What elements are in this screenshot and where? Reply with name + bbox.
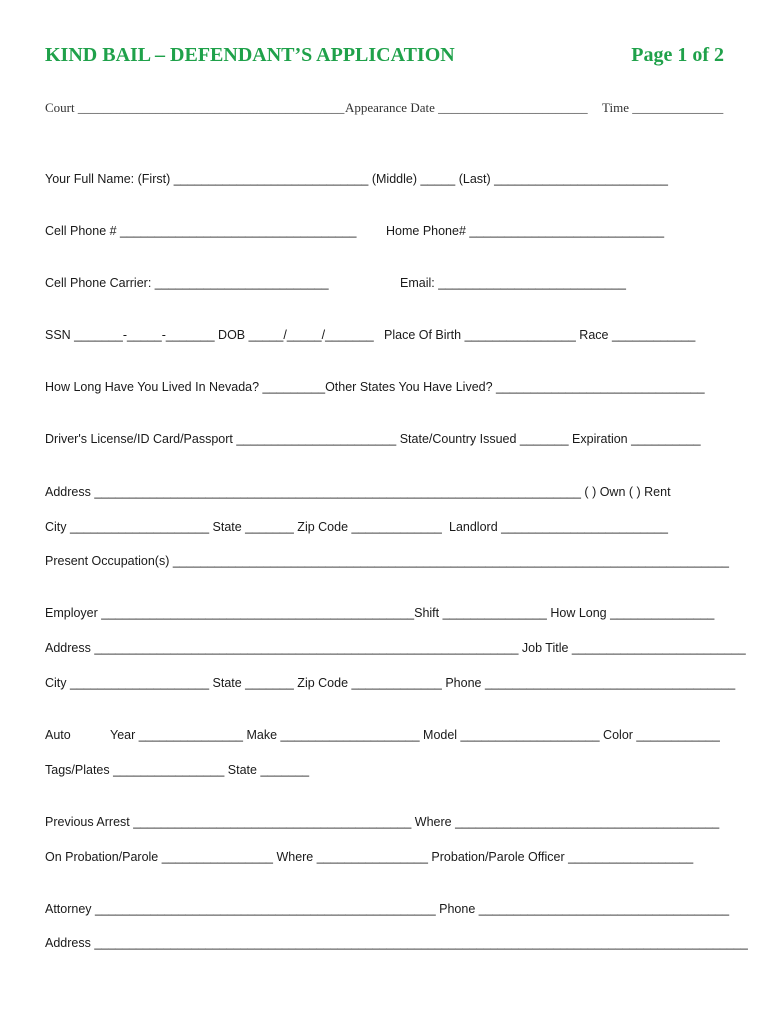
attorney-address-field[interactable]: Address ______________________________________________________________________________________________ — [45, 936, 748, 950]
previous-arrest-field[interactable]: Previous Arrest ________________________________________ Where ______________________________________ — [45, 815, 720, 829]
ssn-dob-field[interactable]: SSN _______-_____-_______ DOB _____/_____/_______ — [45, 328, 374, 342]
landlord-field[interactable]: Landlord ________________________ — [449, 520, 668, 534]
occupation-field[interactable]: Present Occupation(s) ________________________________________________________________________________ — [45, 554, 729, 568]
form-header — [45, 44, 724, 74]
court-field[interactable]: Court _________________________________________ — [45, 100, 345, 115]
city-row — [45, 519, 725, 535]
vehicle-details-field[interactable]: Year _______________ Make ____________________ Model ____________________ Color ____________ — [110, 728, 720, 742]
ssn-row — [45, 327, 725, 343]
tags-plates-field[interactable]: Tags/Plates ________________ State _______ — [45, 763, 310, 777]
attorney-field[interactable]: Attorney _________________________________________________ Phone ____________________________________ — [45, 902, 730, 916]
appearance-date-field[interactable]: Appearance Date _______________________ — [345, 100, 588, 115]
form-title: KIND BAIL – DEFENDANT’S APPLICATION — [45, 44, 455, 66]
page-number: Page 1 of 2 — [631, 44, 724, 66]
cell-carrier-field[interactable]: Cell Phone Carrier: _________________________ — [45, 276, 329, 290]
home-phone-field[interactable]: Home Phone# ____________________________ — [386, 224, 665, 238]
residence-field[interactable]: How Long Have You Lived In Nevada? _________Other States You Have Lived? ______________________________ — [45, 380, 705, 394]
probation-field[interactable]: On Probation/Parole ________________ Where ________________ Probation/Parole Officer __________________ — [45, 850, 694, 864]
employer-city-field[interactable]: City ____________________ State _______ Zip Code _____________ Phone ____________________________________ — [45, 676, 736, 690]
full-name-field[interactable]: Your Full Name: (First) ____________________________ (Middle) _____ (Last) _________________________ — [45, 172, 668, 186]
auto-label: Auto — [45, 728, 71, 742]
time-field[interactable]: Time ______________ — [602, 100, 724, 115]
license-field[interactable]: Driver's License/ID Card/Passport _______________________ State/Country Issued _______ Expiration __________ — [45, 432, 701, 446]
carrier-row — [45, 275, 725, 291]
employer-field[interactable]: Employer _____________________________________________Shift _______________ How Long _______________ — [45, 606, 715, 620]
address-field[interactable]: Address ______________________________________________________________________ ( ) Own ( ) Rent — [45, 485, 671, 499]
email-field[interactable]: Email: ___________________________ — [400, 276, 626, 290]
cell-phone-field[interactable]: Cell Phone # __________________________________ — [45, 224, 357, 238]
employer-address-field[interactable]: Address _____________________________________________________________ Job Title _________________________ — [45, 641, 746, 655]
phone-row — [45, 223, 725, 239]
city-field[interactable]: City ____________________ State _______ Zip Code _____________ — [45, 520, 442, 534]
court-row — [45, 100, 725, 116]
auto-row — [45, 727, 725, 743]
place-race-field[interactable]: Place Of Birth ________________ Race ____________ — [384, 328, 696, 342]
